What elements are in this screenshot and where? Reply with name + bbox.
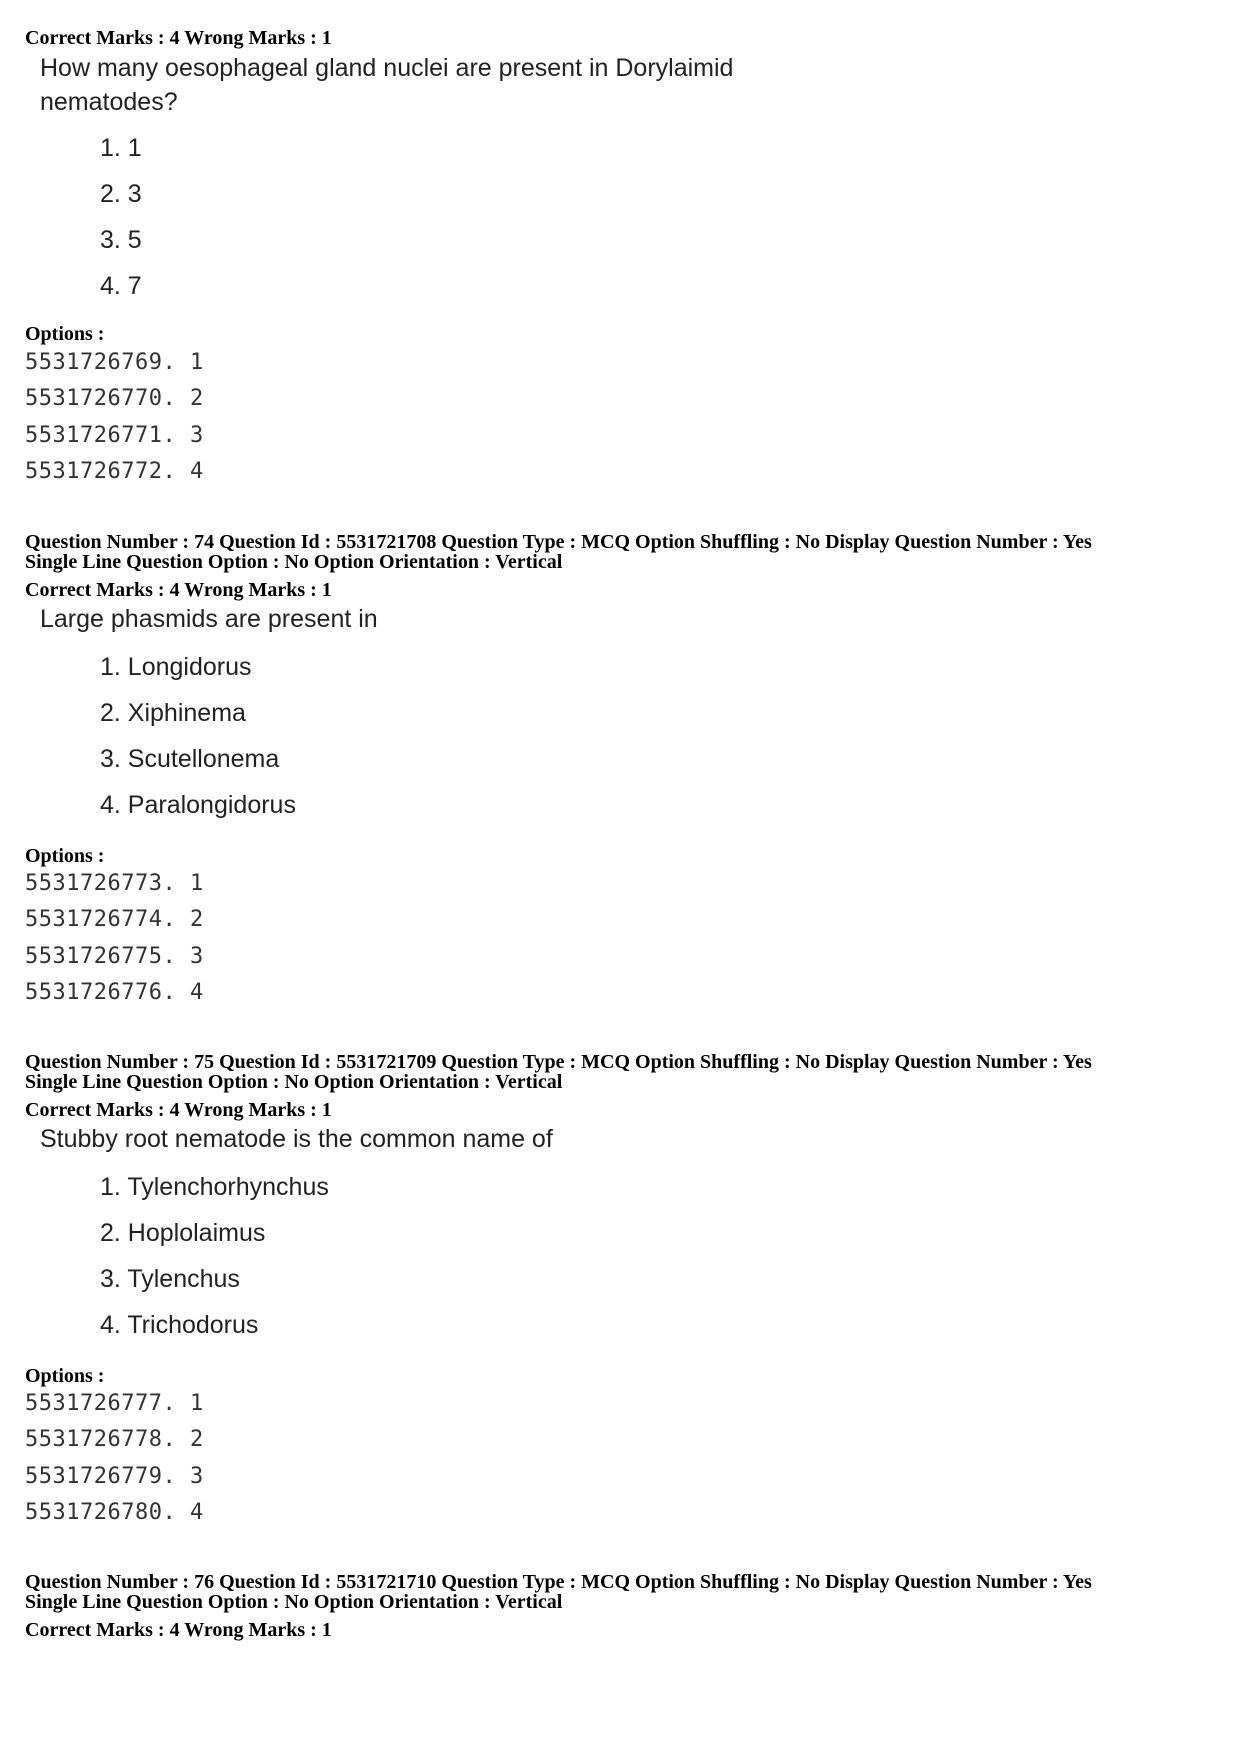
choice-2: 2. Hoplolaimus bbox=[100, 1219, 266, 1247]
choice-3: 3. 5 bbox=[100, 226, 142, 254]
question-header-line2: Single Line Question Option : No Option Orientation : Vertical bbox=[25, 551, 563, 573]
choice-4: 4. Trichodorus bbox=[100, 1311, 259, 1339]
choice-2: 2. 3 bbox=[100, 180, 142, 208]
question-text: How many oesophageal gland nuclei are present in Dorylaimid nematodes? bbox=[40, 54, 734, 116]
option-id: 5531726771. 3 bbox=[25, 423, 204, 448]
options-label: Options : bbox=[25, 323, 105, 345]
question-header-line2: Single Line Question Option : No Option Orientation : Vertical bbox=[25, 1071, 563, 1093]
choice-4: 4. Paralongidorus bbox=[100, 791, 296, 819]
option-id: 5531726777. 1 bbox=[25, 1391, 204, 1416]
marks-line: Correct Marks : 4 Wrong Marks : 1 bbox=[25, 1619, 332, 1641]
question-header-line1: Question Number : 74 Question Id : 5531721708 Question Type : MCQ Option Shuffling : No Display Question Number : Yes bbox=[25, 531, 1092, 553]
choice-4: 4. 7 bbox=[100, 272, 142, 300]
marks-line: Correct Marks : 4 Wrong Marks : 1 bbox=[25, 579, 332, 601]
option-id: 5531726775. 3 bbox=[25, 944, 204, 969]
choice-1: 1. Tylenchorhynchus bbox=[100, 1173, 329, 1201]
option-id: 5531726774. 2 bbox=[25, 907, 204, 932]
option-id: 5531726776. 4 bbox=[25, 980, 204, 1005]
option-id: 5531726773. 1 bbox=[25, 871, 204, 896]
choice-3: 3. Scutellonema bbox=[100, 745, 280, 773]
options-label: Options : bbox=[25, 1365, 105, 1387]
marks-line: Correct Marks : 4 Wrong Marks : 1 bbox=[25, 1099, 332, 1121]
question-text: Large phasmids are present in bbox=[40, 605, 378, 633]
question-header-line1: Question Number : 75 Question Id : 5531721709 Question Type : MCQ Option Shuffling : No Display Question Number : Yes bbox=[25, 1051, 1092, 1073]
option-id: 5531726779. 3 bbox=[25, 1464, 204, 1489]
option-id: 5531726778. 2 bbox=[25, 1427, 204, 1452]
marks-line: Correct Marks : 4 Wrong Marks : 1 bbox=[25, 27, 332, 49]
choice-1: 1. Longidorus bbox=[100, 653, 252, 681]
option-id: 5531726769. 1 bbox=[25, 350, 204, 375]
option-id: 5531726772. 4 bbox=[25, 459, 204, 484]
option-id: 5531726780. 4 bbox=[25, 1500, 204, 1525]
choice-2: 2. Xiphinema bbox=[100, 699, 246, 727]
question-text: Stubby root nematode is the common name of bbox=[40, 1125, 553, 1153]
option-id: 5531726770. 2 bbox=[25, 386, 204, 411]
choice-3: 3. Tylenchus bbox=[100, 1265, 240, 1293]
question-header-line2: Single Line Question Option : No Option Orientation : Vertical bbox=[25, 1591, 563, 1613]
choice-1: 1. 1 bbox=[100, 134, 142, 162]
options-label: Options : bbox=[25, 845, 105, 867]
question-header-line1: Question Number : 76 Question Id : 5531721710 Question Type : MCQ Option Shuffling : No Display Question Number : Yes bbox=[25, 1571, 1092, 1593]
